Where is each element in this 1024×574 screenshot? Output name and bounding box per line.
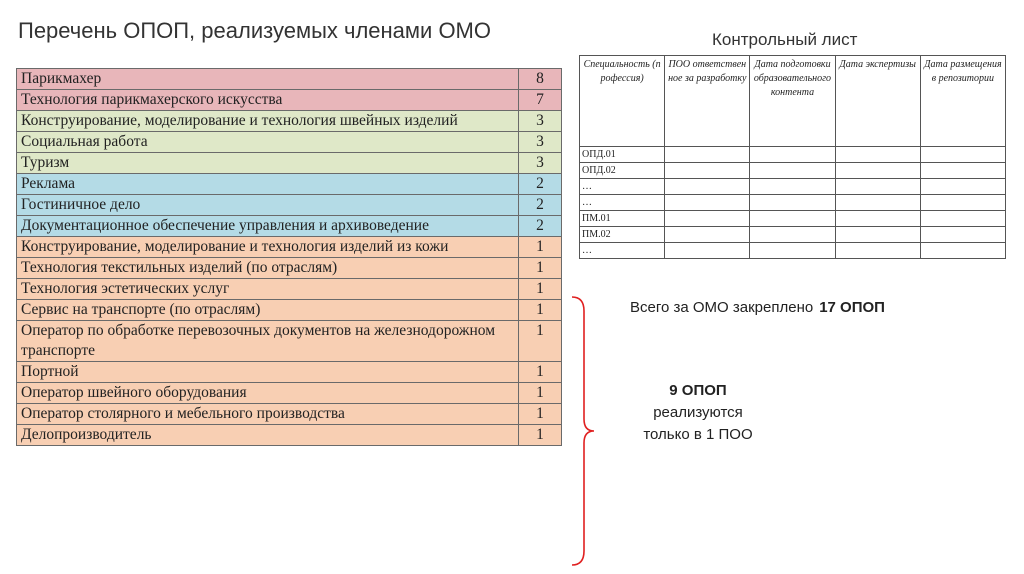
program-count: 1 bbox=[519, 362, 562, 383]
program-count: 7 bbox=[519, 90, 562, 111]
program-row bbox=[17, 425, 562, 446]
control-cell bbox=[665, 243, 750, 259]
program-row bbox=[17, 111, 562, 132]
program-name: Гостиничное дело bbox=[17, 195, 519, 216]
group-line1: реализуются bbox=[653, 404, 743, 421]
control-row-code: … bbox=[580, 179, 665, 195]
control-cell bbox=[835, 147, 920, 163]
header-poo: ПОО ответственное за разработку bbox=[665, 56, 750, 147]
control-row-code: … bbox=[580, 195, 665, 211]
control-cell bbox=[920, 179, 1005, 195]
control-row bbox=[580, 163, 1006, 179]
program-name: Социальная работа bbox=[17, 132, 519, 153]
program-name: Технология эстетических услуг bbox=[17, 279, 519, 300]
program-count: 1 bbox=[519, 383, 562, 404]
program-name: Оператор столярного и мебельного производства bbox=[17, 404, 519, 425]
control-cell bbox=[835, 243, 920, 259]
control-cell bbox=[665, 227, 750, 243]
program-count: 2 bbox=[519, 216, 562, 237]
control-cell bbox=[750, 227, 835, 243]
program-count: 3 bbox=[519, 111, 562, 132]
control-cell bbox=[920, 195, 1005, 211]
header-prep-date: Дата подготовки образовательного контента bbox=[750, 56, 835, 147]
control-cell bbox=[835, 227, 920, 243]
control-cell bbox=[665, 211, 750, 227]
program-row bbox=[17, 237, 562, 258]
control-header-row bbox=[580, 56, 1006, 147]
program-count: 1 bbox=[519, 321, 562, 362]
control-cell bbox=[835, 211, 920, 227]
program-row bbox=[17, 300, 562, 321]
program-row bbox=[17, 383, 562, 404]
control-cell bbox=[920, 227, 1005, 243]
control-cell bbox=[750, 179, 835, 195]
control-cell bbox=[750, 243, 835, 259]
control-cell bbox=[920, 163, 1005, 179]
program-name: Конструирование, моделирование и технология швейных изделий bbox=[17, 111, 519, 132]
program-count: 1 bbox=[519, 300, 562, 321]
control-cell bbox=[835, 163, 920, 179]
control-cell bbox=[750, 147, 835, 163]
control-cell bbox=[835, 179, 920, 195]
programs-table bbox=[16, 68, 562, 446]
control-cell bbox=[920, 211, 1005, 227]
control-cell bbox=[920, 243, 1005, 259]
program-name: Документационное обеспечение управления и архивоведение bbox=[17, 216, 519, 237]
header-expertise-date: Дата экспертизы bbox=[835, 56, 920, 147]
header-repo-date: Дата размещения в репозитории bbox=[920, 56, 1005, 147]
program-name: Парикмахер bbox=[17, 69, 519, 90]
program-count: 8 bbox=[519, 69, 562, 90]
header-specialty: Специальность (профессия) bbox=[580, 56, 665, 147]
program-name: Делопроизводитель bbox=[17, 425, 519, 446]
program-row bbox=[17, 195, 562, 216]
program-name: Туризм bbox=[17, 153, 519, 174]
program-name: Конструирование, моделирование и технология изделий из кожи bbox=[17, 237, 519, 258]
program-row bbox=[17, 69, 562, 90]
program-count: 1 bbox=[519, 237, 562, 258]
program-count: 1 bbox=[519, 258, 562, 279]
control-cell bbox=[750, 163, 835, 179]
program-name: Реклама bbox=[17, 174, 519, 195]
group-line2: только в 1 ПОО bbox=[643, 426, 753, 443]
group-brace bbox=[570, 295, 596, 567]
program-row bbox=[17, 321, 562, 362]
program-name: Портной bbox=[17, 362, 519, 383]
control-cell bbox=[835, 195, 920, 211]
control-sheet-table bbox=[579, 55, 1006, 259]
program-count: 2 bbox=[519, 174, 562, 195]
single-poo-note bbox=[628, 380, 768, 446]
program-name: Технология текстильных изделий (по отраслям) bbox=[17, 258, 519, 279]
control-row bbox=[580, 195, 1006, 211]
program-row bbox=[17, 258, 562, 279]
program-row bbox=[17, 153, 562, 174]
program-row bbox=[17, 216, 562, 237]
program-row bbox=[17, 132, 562, 153]
total-summary bbox=[630, 299, 885, 316]
program-row bbox=[17, 362, 562, 383]
program-count: 1 bbox=[519, 404, 562, 425]
control-cell bbox=[665, 163, 750, 179]
control-cell bbox=[665, 179, 750, 195]
control-cell bbox=[665, 195, 750, 211]
program-row bbox=[17, 174, 562, 195]
control-cell bbox=[665, 147, 750, 163]
control-cell bbox=[750, 211, 835, 227]
program-row bbox=[17, 279, 562, 300]
control-row-code: ОПД.02 bbox=[580, 163, 665, 179]
page-title: Перечень ОПОП, реализуемых членами ОМО bbox=[18, 18, 491, 43]
control-row bbox=[580, 211, 1006, 227]
control-row bbox=[580, 147, 1006, 163]
program-name: Технология парикмахерского искусства bbox=[17, 90, 519, 111]
control-row bbox=[580, 243, 1006, 259]
control-row-code: ПМ.02 bbox=[580, 227, 665, 243]
total-label: Всего за ОМО закреплено bbox=[630, 299, 814, 316]
control-row bbox=[580, 179, 1006, 195]
program-count: 3 bbox=[519, 153, 562, 174]
program-name: Сервис на транспорте (по отраслям) bbox=[17, 300, 519, 321]
control-row bbox=[580, 227, 1006, 243]
group-count: 9 ОПОП bbox=[669, 382, 727, 399]
program-row bbox=[17, 404, 562, 425]
program-row bbox=[17, 90, 562, 111]
control-cell bbox=[750, 195, 835, 211]
program-count: 1 bbox=[519, 279, 562, 300]
control-row-code: ПМ.01 bbox=[580, 211, 665, 227]
program-count: 1 bbox=[519, 425, 562, 446]
control-row-code: ОПД.01 bbox=[580, 147, 665, 163]
control-cell bbox=[920, 147, 1005, 163]
program-count: 2 bbox=[519, 195, 562, 216]
control-sheet-title: Контрольный лист bbox=[712, 30, 858, 49]
program-count: 3 bbox=[519, 132, 562, 153]
program-name: Оператор по обработке перевозочных документов на железнодорожном транспорте bbox=[17, 321, 519, 362]
control-row-code: … bbox=[580, 243, 665, 259]
program-name: Оператор швейного оборудования bbox=[17, 383, 519, 404]
total-value: 17 ОПОП bbox=[819, 299, 885, 316]
